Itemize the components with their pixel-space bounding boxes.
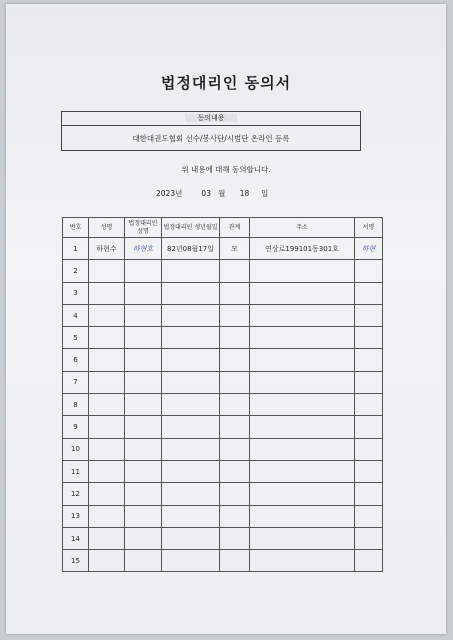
guardian-birthdate-cell: [162, 505, 220, 527]
relation-cell: [220, 349, 250, 371]
header-guardian-birthdate: 법정대리인 생년월일: [162, 218, 220, 238]
guardian-birthdate-cell: [162, 349, 220, 371]
header-relation: 관계: [220, 218, 250, 238]
date-day: 18: [239, 189, 250, 198]
signature-cell: [355, 349, 383, 371]
guardian-birthdate-cell: [162, 327, 220, 349]
table-row: [63, 304, 383, 326]
header-address: 주소: [250, 218, 355, 238]
row-number: 4: [63, 304, 89, 326]
relation-cell: [220, 505, 250, 527]
address-cell: [250, 527, 355, 549]
table-row: [63, 282, 383, 304]
signature-cell: [355, 260, 383, 282]
header-number: 번호: [63, 218, 89, 238]
guardian-name-cell: [125, 438, 162, 460]
student-name-cell: [89, 527, 125, 549]
signature-cell: [355, 304, 383, 326]
student-name-cell: [89, 438, 125, 460]
table-row: [63, 550, 383, 572]
student-name-cell: [89, 304, 125, 326]
table-row: [63, 238, 383, 260]
date-month-unit: 월: [218, 189, 226, 198]
guardian-name-cell: [125, 394, 162, 416]
row-number: 14: [63, 527, 89, 549]
signature-cell: [355, 460, 383, 482]
table-row: [63, 371, 383, 393]
guardian-birthdate-cell: [162, 460, 220, 482]
table-header-row: [63, 218, 383, 238]
guardian-roster-table: [62, 217, 383, 572]
row-number: 2: [63, 260, 89, 282]
address-cell: [250, 304, 355, 326]
row-number: 3: [63, 282, 89, 304]
address-cell: [250, 282, 355, 304]
row-number: 6: [63, 349, 89, 371]
signature-cell: [355, 483, 383, 505]
header-name: 성명: [89, 218, 125, 238]
student-name-cell: 하현수: [89, 238, 125, 260]
table-row: [63, 438, 383, 460]
address-cell: [250, 349, 355, 371]
guardian-birthdate-cell: [162, 527, 220, 549]
signature-cell: [355, 527, 383, 549]
student-name-cell: [89, 460, 125, 482]
student-name-cell: [89, 483, 125, 505]
student-name-cell: [89, 550, 125, 572]
address-cell: [250, 416, 355, 438]
signature-cell: [355, 394, 383, 416]
student-name-cell: [89, 349, 125, 371]
guardian-birthdate-cell: [162, 304, 220, 326]
row-number: 11: [63, 460, 89, 482]
guardian-birthdate-cell: [162, 438, 220, 460]
row-number: 1: [63, 238, 89, 260]
guardian-birthdate-cell: [162, 483, 220, 505]
relation-cell: [220, 282, 250, 304]
signature-cell: [355, 550, 383, 572]
address-cell: [250, 505, 355, 527]
signature-cell: [355, 416, 383, 438]
relation-cell: [220, 327, 250, 349]
guardian-birthdate-cell: [162, 416, 220, 438]
date-day-unit: 일: [261, 189, 269, 198]
student-name-cell: [89, 505, 125, 527]
guardian-name-cell: [125, 416, 162, 438]
relation-cell: [220, 460, 250, 482]
student-name-cell: [89, 371, 125, 393]
guardian-name-cell: [125, 527, 162, 549]
row-number: 12: [63, 483, 89, 505]
table-row: [63, 416, 383, 438]
table-body: [63, 238, 383, 572]
table-row: [63, 527, 383, 549]
consent-body-text: 대한대권도협회 선수/봉사단/시범단 온라인 등록: [132, 134, 290, 143]
guardian-birthdate-cell: [162, 394, 220, 416]
guardian-name-cell: [125, 550, 162, 572]
student-name-cell: [89, 394, 125, 416]
table-row: [63, 460, 383, 482]
signature-cell: [355, 505, 383, 527]
date-month: 03: [201, 189, 211, 198]
guardian-name-cell: 하현호: [125, 238, 162, 260]
guardian-name-cell: [125, 371, 162, 393]
relation-cell: [220, 438, 250, 460]
consent-content-box: [61, 111, 361, 151]
signature-cell: 하현: [355, 238, 383, 260]
guardian-birthdate-cell: 82년08월17일: [162, 238, 220, 260]
table-row: [63, 483, 383, 505]
address-cell: [250, 483, 355, 505]
relation-cell: [220, 416, 250, 438]
student-name-cell: [89, 282, 125, 304]
guardian-name-cell: [125, 349, 162, 371]
row-number: 7: [63, 371, 89, 393]
student-name-cell: [89, 416, 125, 438]
guardian-name-cell: [125, 505, 162, 527]
row-number: 5: [63, 327, 89, 349]
document-title: 법정대리인 동의서: [160, 74, 292, 92]
signature-cell: [355, 282, 383, 304]
table-row: [63, 327, 383, 349]
relation-cell: [220, 304, 250, 326]
guardian-birthdate-cell: [162, 260, 220, 282]
signature-cell: [355, 371, 383, 393]
row-number: 15: [63, 550, 89, 572]
address-cell: [250, 327, 355, 349]
consent-header: [62, 112, 360, 126]
signature-cell: [355, 438, 383, 460]
address-cell: [250, 394, 355, 416]
relation-cell: [220, 483, 250, 505]
guardian-name-cell: [125, 460, 162, 482]
address-cell: [250, 371, 355, 393]
student-name-cell: [89, 327, 125, 349]
address-cell: [250, 550, 355, 572]
relation-cell: [220, 260, 250, 282]
consent-header-label: 동의내용: [185, 114, 236, 122]
relation-cell: [220, 394, 250, 416]
table-row: [63, 349, 383, 371]
agreement-statement: 위 내용에 대해 동의합니다.: [181, 165, 271, 174]
student-name-cell: [89, 260, 125, 282]
row-number: 10: [63, 438, 89, 460]
header-signature: 서명: [355, 218, 383, 238]
guardian-name-cell: [125, 327, 162, 349]
signature-cell: [355, 327, 383, 349]
address-cell: 연상로199101동301호: [250, 238, 355, 260]
guardian-birthdate-cell: [162, 371, 220, 393]
table-row: [63, 505, 383, 527]
header-guardian-name: 법정대리인 성명: [125, 218, 162, 238]
table-row: [63, 260, 383, 282]
relation-cell: [220, 371, 250, 393]
address-cell: [250, 460, 355, 482]
relation-cell: 모: [220, 238, 250, 260]
guardian-birthdate-cell: [162, 550, 220, 572]
guardian-name-cell: [125, 483, 162, 505]
relation-cell: [220, 550, 250, 572]
date-year: 2023년: [156, 189, 183, 198]
guardian-name-cell: [125, 260, 162, 282]
consent-form-page: [6, 4, 446, 634]
guardian-name-cell: [125, 282, 162, 304]
signing-date: [156, 188, 268, 199]
row-number: 8: [63, 394, 89, 416]
table-row: [63, 394, 383, 416]
row-number: 9: [63, 416, 89, 438]
relation-cell: [220, 527, 250, 549]
guardian-name-cell: [125, 304, 162, 326]
row-number: 13: [63, 505, 89, 527]
guardian-birthdate-cell: [162, 282, 220, 304]
address-cell: [250, 438, 355, 460]
address-cell: [250, 260, 355, 282]
